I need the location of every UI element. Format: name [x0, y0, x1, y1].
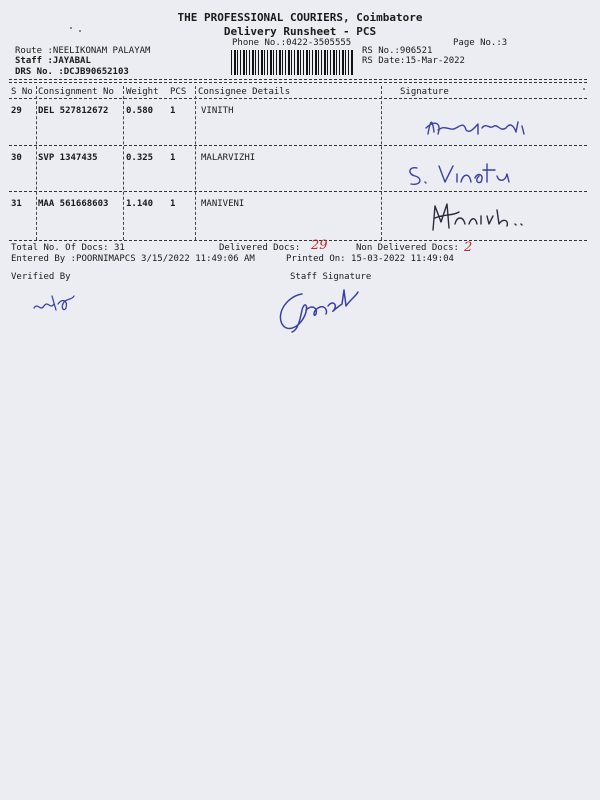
barcode: [231, 50, 353, 75]
row-consignment: DEL 527812672: [38, 106, 109, 116]
row-sno: 31: [11, 199, 22, 209]
printed-on: Printed On: 15-03-2022 11:49:04: [286, 254, 454, 264]
col-header-signature: Signature: [400, 87, 449, 97]
table-bottom-rule: [9, 240, 587, 241]
rs-date: RS Date:15-Mar-2022: [362, 56, 465, 66]
row-consignment: MAA 561668603: [38, 199, 109, 209]
recipient-signature: [420, 108, 540, 144]
phone-number: Phone No.:0422-3505555: [232, 38, 352, 48]
header-rule-bottom: [9, 98, 587, 99]
page-number: Page No.:3: [453, 38, 508, 48]
row-consignee: VINITH: [201, 106, 234, 116]
staff-name: Staff :JAYABAL: [15, 56, 91, 66]
recipient-signature: [425, 200, 545, 234]
company-name: THE PROFESSIONAL COURIERS, Coimbatore: [177, 11, 423, 24]
column-divider: [36, 86, 37, 240]
col-header-consignee: Consignee Details: [198, 87, 291, 97]
staff-signature-label: Staff Signature: [290, 272, 372, 282]
row-sno: 30: [11, 153, 22, 163]
route: Route :NEELIKONAM PALAYAM: [15, 46, 151, 56]
row-weight: 0.325: [126, 153, 154, 163]
col-header-consignment: Consignment No: [38, 87, 114, 97]
non-delivered-docs-label: Non Delivered Docs:: [356, 243, 459, 253]
col-header-weight: Weight: [126, 87, 159, 97]
recipient-signature: [405, 158, 525, 190]
rs-number: RS No.:906521: [362, 46, 433, 56]
row-consignee: MALARVIZHI: [201, 153, 256, 163]
document-title: Delivery Runsheet - PCS: [223, 25, 377, 38]
col-header-sno: S No: [11, 87, 33, 97]
drs-number: DRS No. :DCJB90652103: [15, 67, 129, 77]
entered-by: Entered By :POORNIMAPCS 3/15/2022 11:49:06 AM: [11, 254, 255, 264]
row-weight: 0.580: [126, 106, 154, 116]
row-sno: 29: [11, 106, 22, 116]
scan-speck: [79, 30, 81, 32]
col-header-pcs: PCS: [170, 87, 187, 97]
non-delivered-docs-count: 2: [464, 240, 473, 255]
staff-signature: [272, 282, 372, 338]
delivered-docs-label: Delivered Docs:: [219, 243, 301, 253]
scan-speck: [70, 27, 72, 29]
delivered-docs-count: 29: [311, 238, 328, 253]
row-divider: [9, 145, 587, 146]
verified-by-label: Verified By: [11, 272, 71, 282]
header-rule-top: [9, 79, 587, 80]
column-divider: [123, 86, 124, 240]
column-divider: [195, 86, 196, 240]
total-docs: Total No. Of Docs: 31: [11, 243, 125, 253]
header-rule-top-2: [9, 82, 587, 83]
row-consignee: MANIVENI: [201, 199, 245, 209]
row-pcs: 1: [170, 199, 176, 209]
row-divider: [9, 191, 587, 192]
row-consignment: SVP 1347435: [38, 153, 98, 163]
row-pcs: 1: [170, 106, 176, 116]
row-weight: 1.140: [126, 199, 154, 209]
scan-speck: [583, 88, 585, 90]
row-pcs: 1: [170, 153, 176, 163]
verifier-initials: [30, 290, 80, 320]
column-divider: [381, 86, 382, 240]
